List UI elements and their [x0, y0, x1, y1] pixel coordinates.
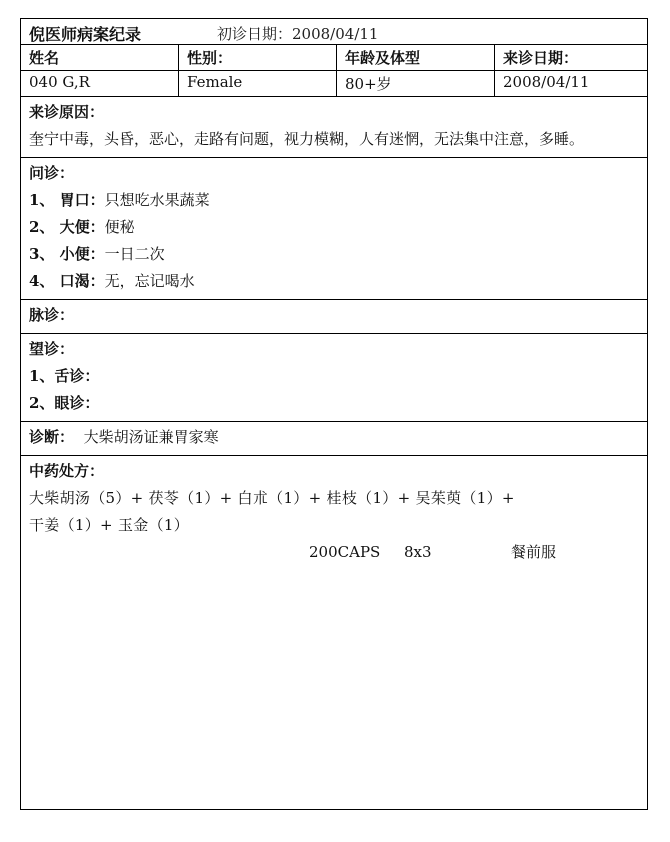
inquiry-item [29, 214, 639, 241]
dose-timing: 餐前服 [511, 543, 557, 561]
inquiry-value: 只想吃水果蔬菜 [104, 191, 210, 209]
inquiry-item [29, 241, 639, 268]
pulse-label: 脉诊： [29, 306, 75, 324]
name-label: 姓名 [21, 45, 179, 70]
reason-section [21, 97, 647, 158]
prescription-line-2: 干姜（1）+ 玉金（1） [29, 516, 190, 534]
inquiry-key: 1、 胃口： [29, 191, 105, 209]
inquiry-item [29, 268, 639, 295]
info-value-row [21, 71, 647, 97]
inquiry-value: 便秘 [104, 218, 135, 236]
gender-label: 性别： [179, 45, 337, 70]
name-value: 040 G,R [21, 71, 179, 96]
tongue-diagnosis-label: 1、舌诊： [29, 367, 100, 385]
eye-diagnosis-label: 2、眼诊： [29, 394, 100, 412]
diagnosis-section [21, 422, 647, 456]
inquiry-section [21, 158, 647, 300]
pulse-section [21, 300, 647, 334]
info-header-row [21, 45, 647, 71]
visit-date-value: 2008/04/11 [503, 73, 590, 91]
gender-value: Female [179, 71, 337, 96]
reason-text: 奎宁中毒，头昏，恶心，走路有问题，视力模糊，人有迷惘，无法集中注意，多睡。 [29, 130, 585, 148]
case-record-form [20, 18, 648, 810]
inquiry-value: 一日二次 [104, 245, 165, 263]
dosage-row [29, 539, 639, 566]
inquiry-key: 4、 口渴： [29, 272, 105, 290]
reason-label: 来诊原因： [29, 103, 105, 121]
prescription-section [21, 456, 647, 570]
dose-frequency: 8x3 [404, 543, 432, 561]
dose-quantity: 200CAPS [309, 543, 381, 561]
first-visit-date: 初诊日期：2008/04/11 [217, 25, 379, 43]
inquiry-value: 无，忘记喝水 [104, 272, 195, 290]
record-title: 倪医师病案纪录 [29, 25, 142, 44]
inquiry-key: 3、 小便： [29, 245, 105, 263]
visit-date-label: 来诊日期： [503, 49, 579, 67]
prescription-line-1: 大柴胡汤（5）+ 茯苓（1）+ 白朮（1）+ 桂枝（1）+ 吴茱萸（1）+ [29, 489, 515, 507]
observation-label: 望诊： [29, 340, 75, 358]
age-label: 年龄及体型 [337, 45, 495, 70]
age-value: 80+岁 [337, 71, 495, 96]
inquiry-item [29, 187, 639, 214]
diagnosis-text: 大柴胡汤证兼胃家寒 [83, 428, 219, 446]
diagnosis-label: 诊断： [29, 428, 75, 446]
title-row [21, 19, 647, 45]
inquiry-label: 问诊： [29, 164, 75, 182]
inquiry-key: 2、 大便： [29, 218, 105, 236]
observation-section [21, 334, 647, 422]
prescription-label: 中药处方： [29, 462, 105, 480]
